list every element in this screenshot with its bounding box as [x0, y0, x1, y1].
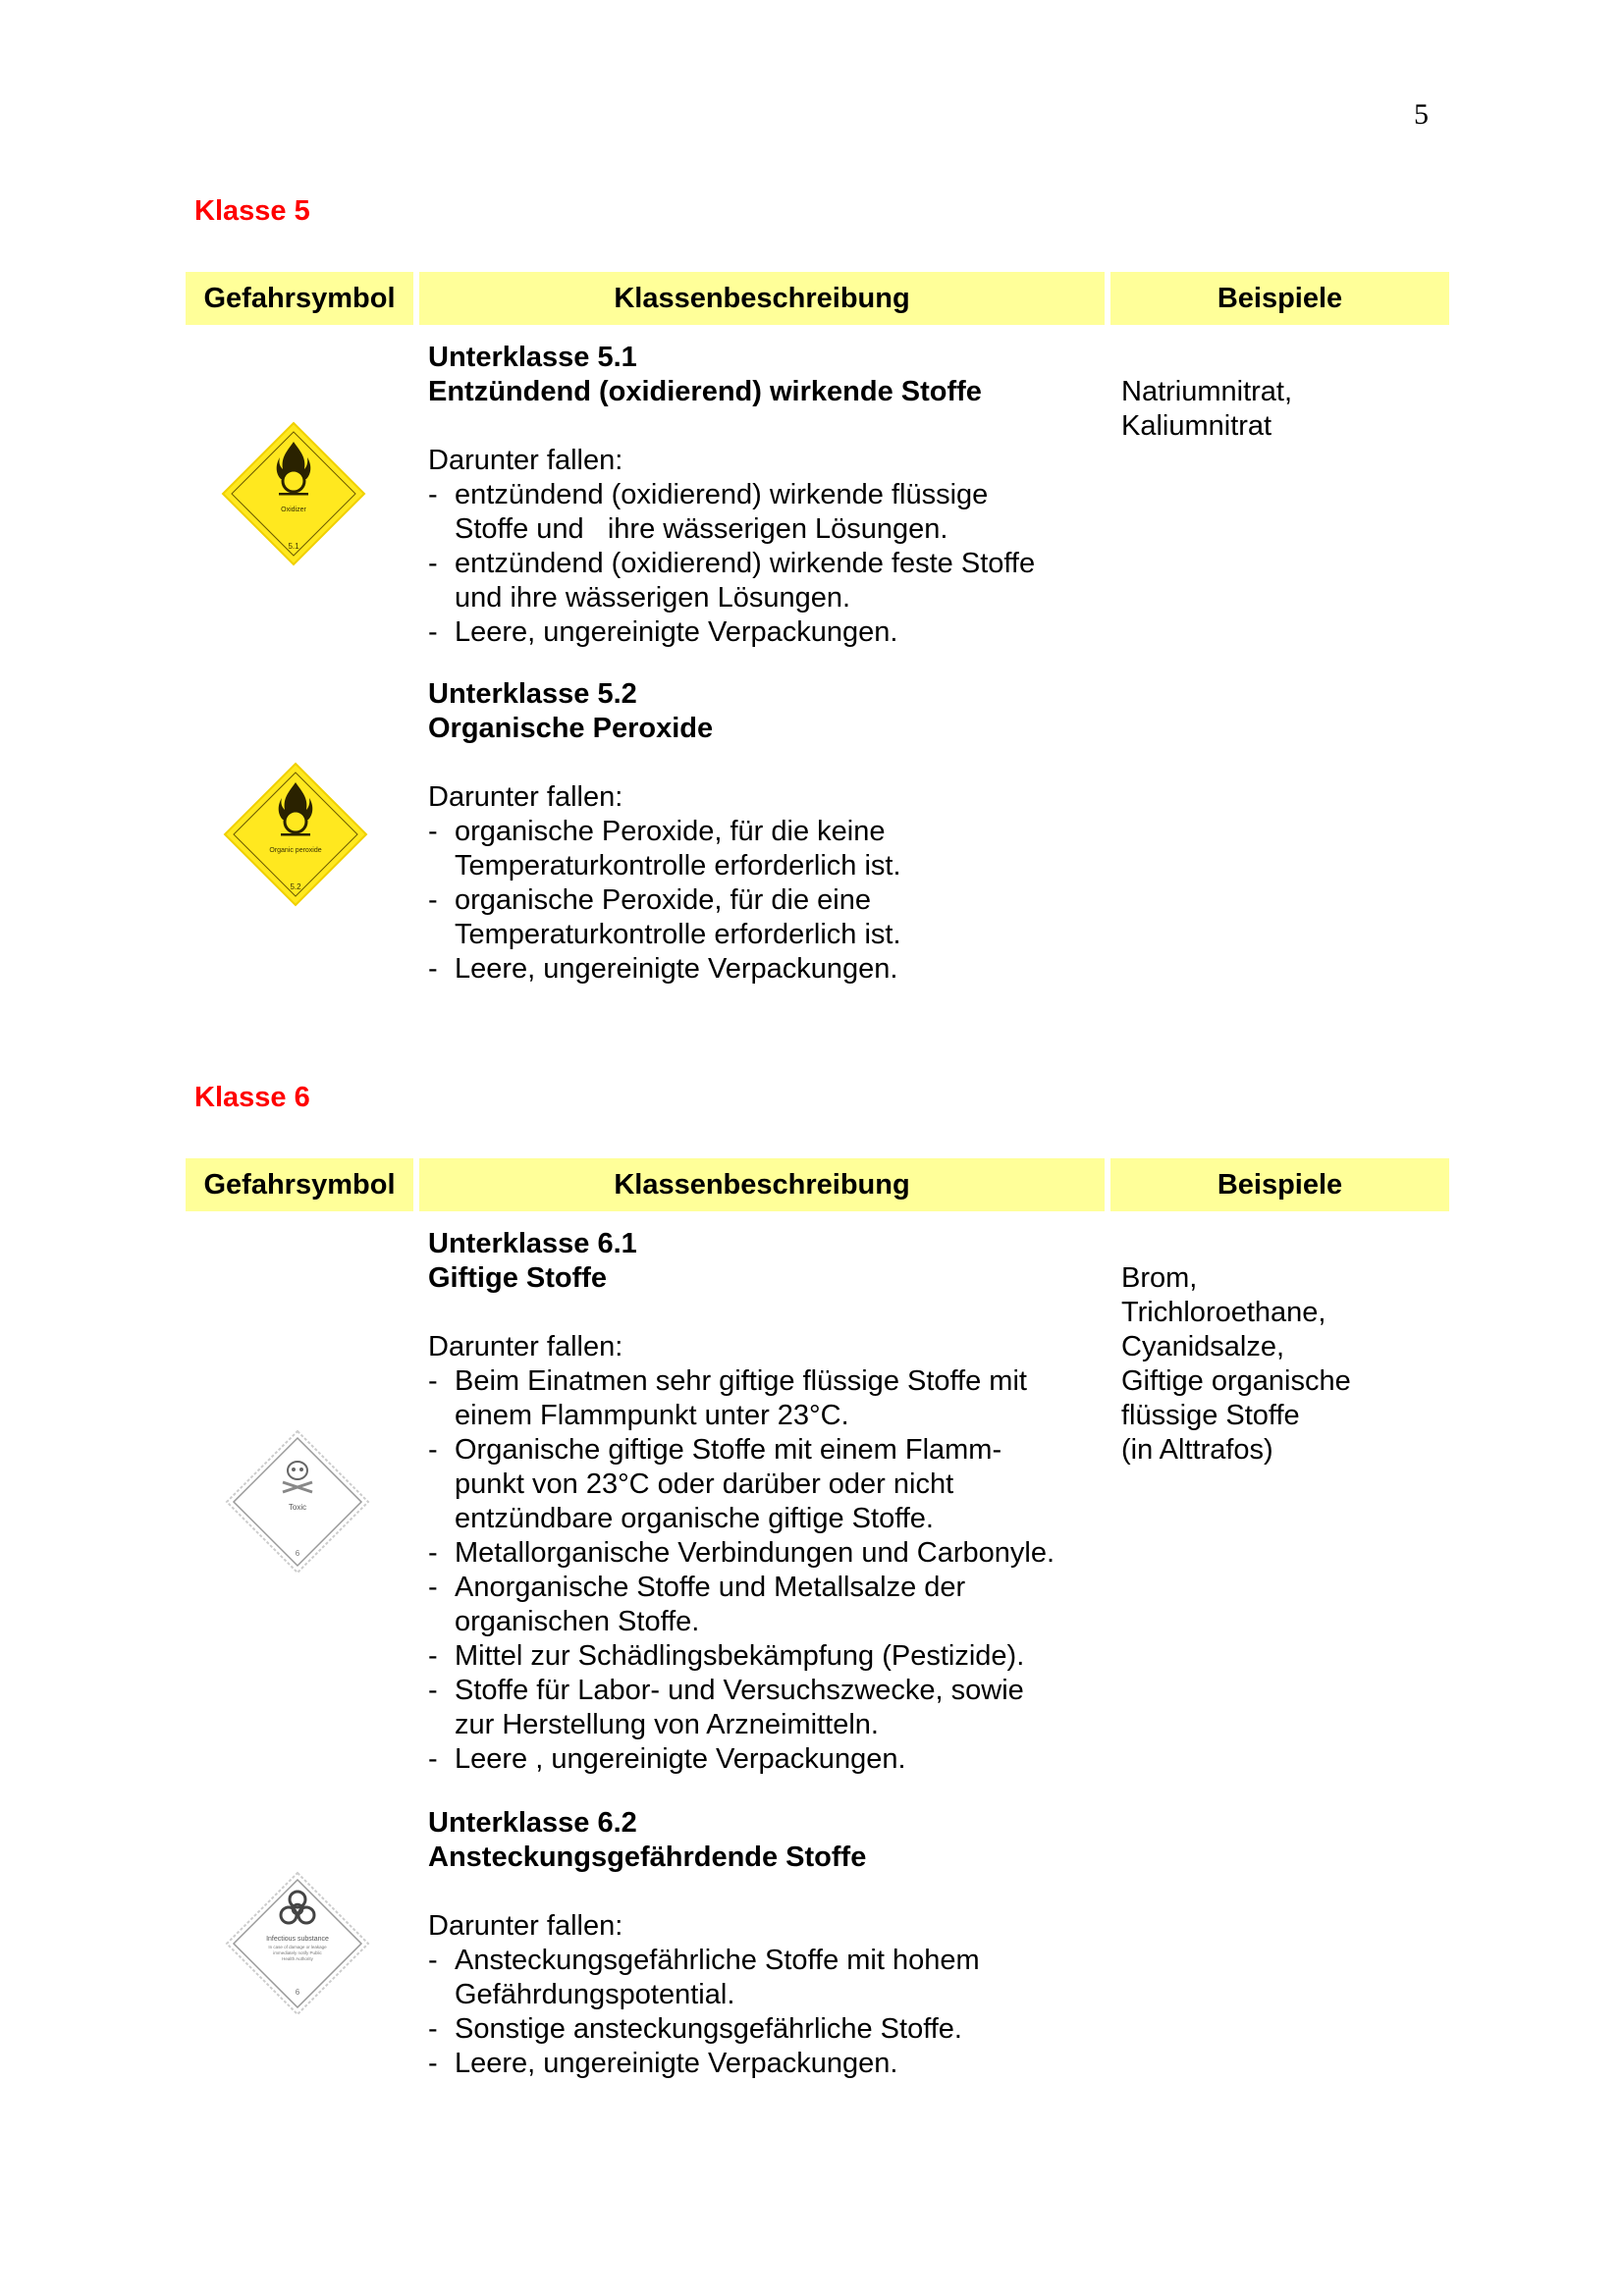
organic-peroxide-placard-icon — [222, 761, 369, 908]
list-item: - Beim Einatmen sehr giftige flüssige Stoffe mit einem Flammpunkt unter 23°C. — [428, 1365, 1027, 1431]
subclass-name: Ansteckungsgefährdende Stoffe — [428, 1842, 867, 1873]
example-item: Giftige organische — [1121, 1365, 1351, 1397]
list-item: - organische Peroxide, für die eine Temperaturkontrolle erforderlich ist. — [428, 884, 901, 950]
list-item: - Organische giftige Stoffe mit einem Flamm- punkt von 23°C oder darüber oder nicht entzündbare organische giftige Stoffe. — [428, 1434, 1002, 1534]
subclass-5-2 — [428, 677, 901, 987]
svg-text:5.1: 5.1 — [288, 542, 299, 551]
example-item: Brom, — [1121, 1262, 1198, 1294]
header-examples: Beispiele — [1110, 272, 1449, 325]
subclass-6-1 — [428, 1227, 1055, 1777]
list-item: - Leere, ungereinigte Verpackungen. — [428, 953, 898, 985]
svg-text:In case of damage or leakage: In case of damage or leakage — [268, 1945, 327, 1949]
subclass-heading: Unterklasse 5.2 — [428, 678, 637, 710]
toxic-placard-icon — [224, 1428, 371, 1575]
example-item: Natriumnitrat, — [1121, 376, 1293, 407]
svg-text:Health Authority: Health Authority — [282, 1956, 313, 1961]
header-description: Klassenbeschreibung — [419, 1158, 1105, 1211]
subclass-heading: Unterklasse 5.1 — [428, 342, 637, 373]
list-item: - Anorganische Stoffe und Metallsalze der organischen Stoffe. — [428, 1572, 966, 1637]
svg-text:Oxidizer: Oxidizer — [281, 507, 306, 513]
subclass-intro: Darunter fallen: — [428, 1331, 623, 1362]
svg-text:Toxic: Toxic — [288, 1503, 307, 1512]
list-item: - Mittel zur Schädlingsbekämpfung (Pestizide). — [428, 1640, 1025, 1672]
example-item: flüssige Stoffe — [1121, 1400, 1300, 1431]
svg-text:5.2: 5.2 — [290, 882, 301, 891]
page-number: 5 — [1414, 98, 1429, 131]
list-item: - organische Peroxide, für die keine Temperaturkontrolle erforderlich ist. — [428, 816, 901, 881]
list-item: - Metallorganische Verbindungen und Carbonyle. — [428, 1537, 1055, 1569]
example-item: Kaliumnitrat — [1121, 410, 1272, 442]
class-6-title: Klasse 6 — [194, 1082, 310, 1113]
svg-text:Organic peroxide: Organic peroxide — [269, 847, 322, 854]
svg-text:6: 6 — [295, 1549, 300, 1558]
subclass-name: Organische Peroxide — [428, 713, 714, 744]
list-item: - Leere, ungereinigte Verpackungen. — [428, 616, 898, 648]
header-description: Klassenbeschreibung — [419, 272, 1105, 325]
class-5-title: Klasse 5 — [194, 195, 310, 227]
subclass-heading: Unterklasse 6.1 — [428, 1228, 637, 1259]
header-examples: Beispiele — [1110, 1158, 1449, 1211]
infectious-substance-placard-icon — [224, 1870, 371, 2017]
examples-class-6 — [1121, 1261, 1351, 1468]
svg-text:immediately notify Public: immediately notify Public — [273, 1950, 322, 1955]
subclass-intro: Darunter fallen: — [428, 1910, 623, 1942]
svg-text:6: 6 — [295, 1988, 300, 1997]
header-symbol: Gefahrsymbol — [186, 1158, 413, 1211]
list-item: - entzündend (oxidierend) wirkende feste Stoffe und ihre wässerigen Lösungen. — [428, 548, 1036, 614]
header-symbol: Gefahrsymbol — [186, 272, 413, 325]
list-item: - Leere, ungereinigte Verpackungen. — [428, 2048, 898, 2079]
subclass-intro: Darunter fallen: — [428, 445, 623, 476]
examples-class-5 — [1121, 375, 1292, 444]
subclass-name: Giftige Stoffe — [428, 1262, 608, 1294]
list-item: - entzündend (oxidierend) wirkende flüssige Stoffe und ihre wässerigen Lösungen. — [428, 479, 989, 545]
svg-text:Infectious substance: Infectious substance — [266, 1936, 329, 1943]
example-item: Cyanidsalze, — [1121, 1331, 1285, 1362]
example-item: Trichloroethane, — [1121, 1297, 1326, 1328]
oxidizer-placard-icon — [220, 420, 367, 567]
subclass-6-2 — [428, 1806, 980, 2081]
subclass-name: Entzündend (oxidierend) wirkende Stoffe — [428, 376, 982, 407]
subclass-5-1 — [428, 341, 1035, 650]
example-item: (in Alttrafos) — [1121, 1434, 1273, 1466]
list-item: - Leere , ungereinigte Verpackungen. — [428, 1743, 906, 1775]
subclass-heading: Unterklasse 6.2 — [428, 1807, 637, 1839]
list-item: - Stoffe für Labor- und Versuchszwecke, sowie zur Herstellung von Arzneimitteln. — [428, 1675, 1024, 1740]
list-item: - Ansteckungsgefährliche Stoffe mit hohem Gefährdungspotential. — [428, 1945, 980, 2010]
subclass-intro: Darunter fallen: — [428, 781, 623, 813]
list-item: - Sonstige ansteckungsgefährliche Stoffe. — [428, 2013, 962, 2045]
